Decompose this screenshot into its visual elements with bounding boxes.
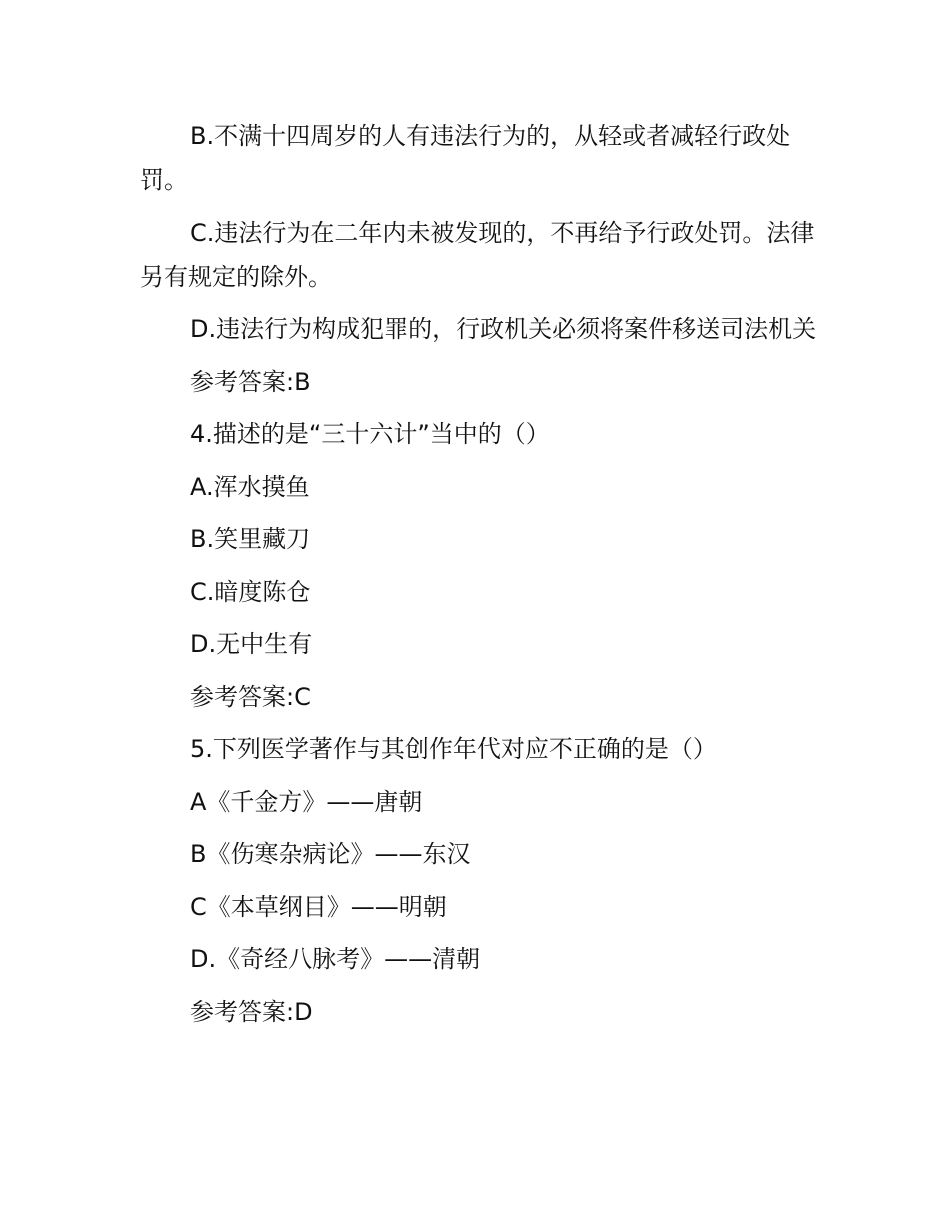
answer-q3: 参考答案:B [190,367,311,396]
option-b-q5: B《伤寒杂病论》——东汉 [190,840,471,868]
option-d-q4: D.无中生有 [190,630,313,658]
option-c-q4: C.暗度陈仓 [190,577,311,606]
question-4: 4.描述的是“三十六计”当中的（） [190,420,550,448]
question-5: 5.下列医学著作与其创作年代对应不正确的是（） [190,735,717,763]
answer-q4: 参考答案:C [190,682,311,711]
answer-q5: 参考答案:D [190,997,313,1026]
option-c-q5: C《本草纲目》——明朝 [190,892,447,921]
document-body [140,114,820,1042]
option-a-q5: A《千金方》——唐朝 [190,787,423,816]
option-b-q3: B.不满十四周岁的人有违法行为的，从轻或者减轻行政处罚。 [140,122,791,194]
option-d-q3: D.违法行为构成犯罪的，行政机关必须将案件移送司法机关 [190,315,817,343]
option-a-q4: A.浑水摸鱼 [190,472,310,501]
option-c-q3: C.违法行为在二年内未被发现的，不再给予行政处罚。法律另有规定的除外。 [140,218,815,291]
option-d-q5: D.《奇经八脉考》——清朝 [190,945,481,973]
option-b-q4: B.笑里藏刀 [190,525,311,553]
